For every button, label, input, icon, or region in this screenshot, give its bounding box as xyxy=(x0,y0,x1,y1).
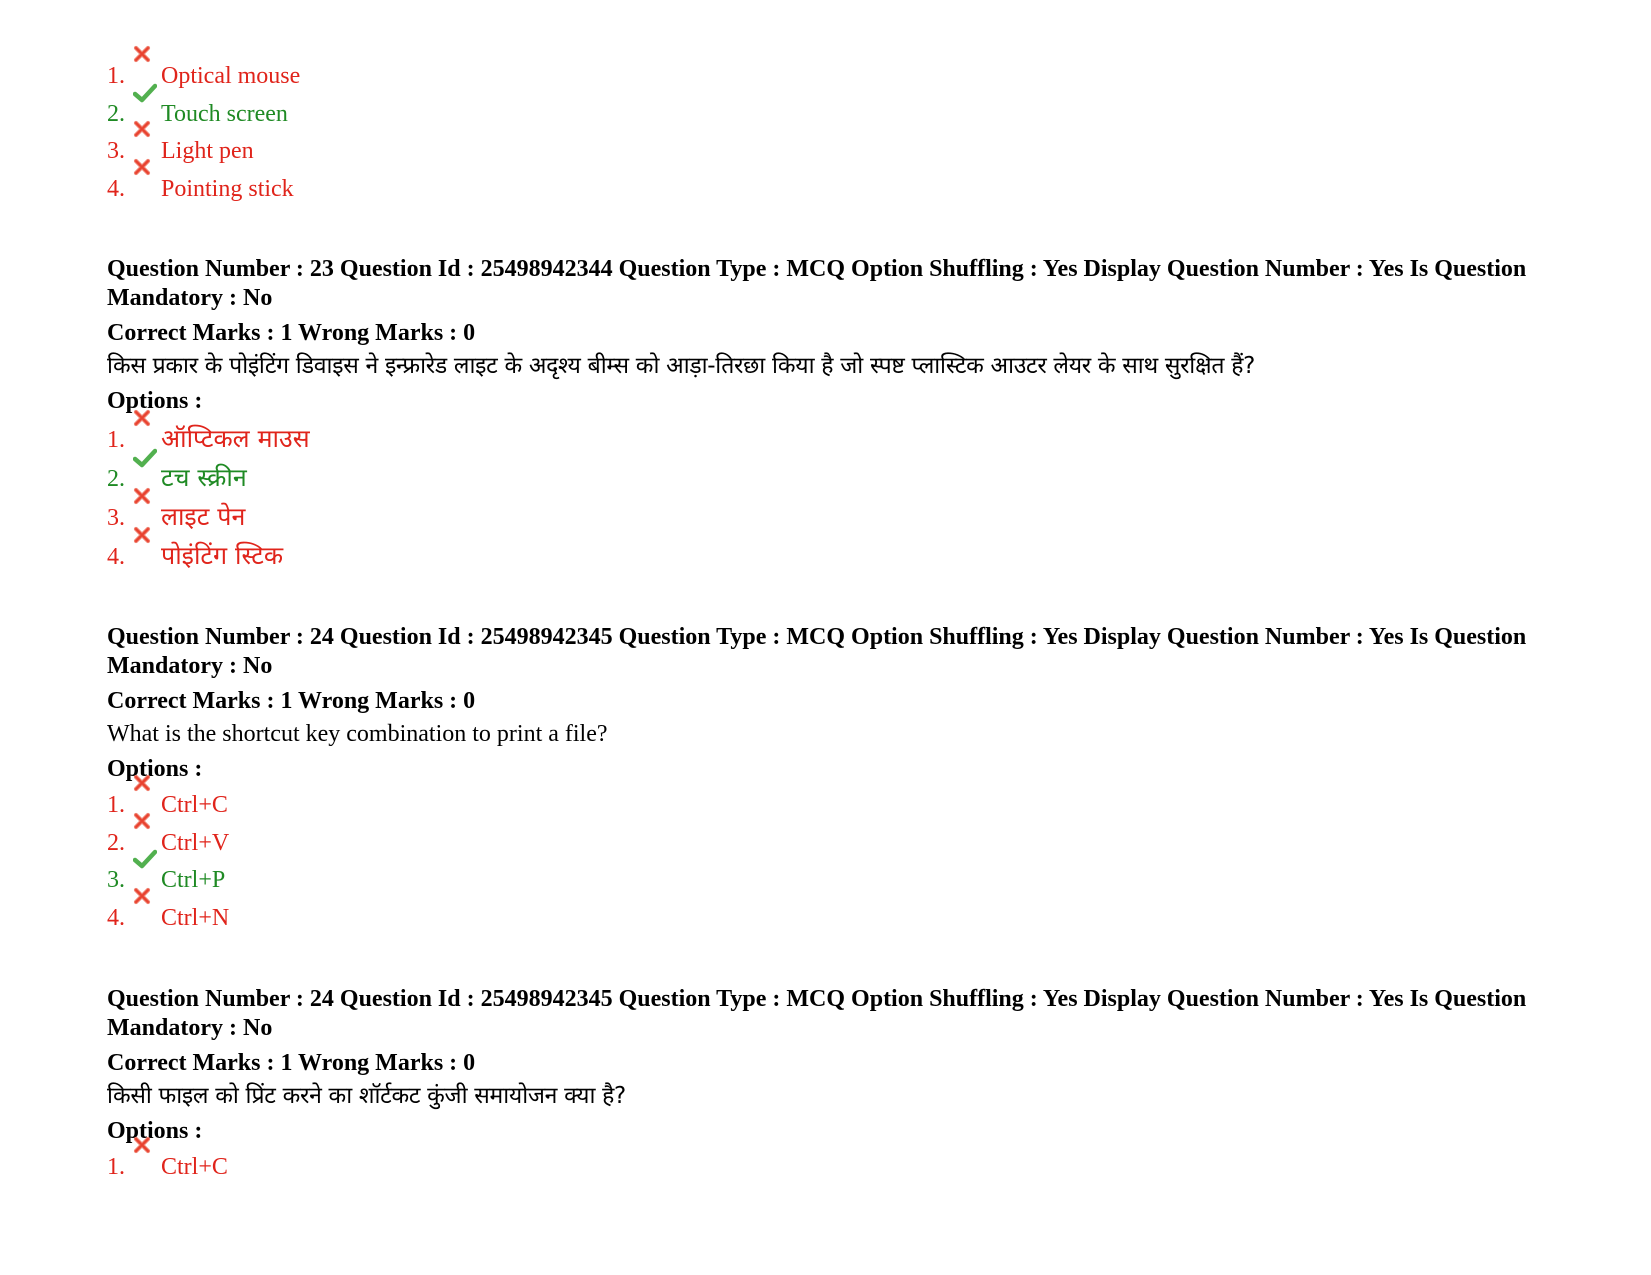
option-item xyxy=(107,133,1547,171)
question-header: Question Number : 24 Question Id : 25498942345 Question Type : MCQ Option Shuffling : Yes Display Question Number : Yes Is Question Mandatory : No xyxy=(107,986,1527,1041)
option-text: टच स्क्रीन xyxy=(161,463,247,492)
cross-icon xyxy=(133,907,161,927)
option-number: 4. xyxy=(107,175,125,202)
option-number: 1. xyxy=(107,427,125,453)
option-text: Pointing stick xyxy=(161,175,294,202)
option-number: 2. xyxy=(107,829,125,856)
cross-icon xyxy=(133,507,161,527)
option-text: Optical mouse xyxy=(161,63,301,89)
option-item xyxy=(107,419,1547,458)
option-item xyxy=(107,96,1547,134)
previous-options-list xyxy=(107,58,1547,208)
options-label: Options : xyxy=(107,388,203,414)
document-page xyxy=(107,58,1547,1187)
question-marks: Correct Marks : 1 Wrong Marks : 0 xyxy=(107,688,476,714)
question-block xyxy=(107,985,1547,1187)
check-icon xyxy=(133,468,161,488)
option-text: पोइंटिंग स्टिक xyxy=(161,541,284,570)
option-text: Ctrl+P xyxy=(161,867,226,893)
question-block xyxy=(107,255,1547,575)
options-label: Options : xyxy=(107,756,203,782)
option-item xyxy=(107,58,1547,96)
option-text: Touch screen xyxy=(161,100,288,127)
option-item xyxy=(107,458,1547,497)
option-item xyxy=(107,1149,1547,1187)
option-number: 3. xyxy=(107,505,125,531)
option-number: 4. xyxy=(107,544,125,570)
cross-icon xyxy=(133,178,161,198)
option-number: 1. xyxy=(107,1154,125,1180)
question-marks: Correct Marks : 1 Wrong Marks : 0 xyxy=(107,1050,476,1076)
option-item xyxy=(107,497,1547,536)
option-number: 3. xyxy=(107,867,125,893)
option-item xyxy=(107,536,1547,575)
option-text: Ctrl+N xyxy=(161,904,230,931)
option-text: लाइट पेन xyxy=(161,502,246,531)
option-item xyxy=(107,787,1547,825)
option-number: 1. xyxy=(107,63,125,89)
options-label: Options : xyxy=(107,1118,203,1144)
option-number: 2. xyxy=(107,100,125,127)
option-item xyxy=(107,862,1547,900)
question-text: किस प्रकार के पोइंटिंग डिवाइस ने इन्फ्रारेड लाइट के अदृश्य बीम्स को आड़ा-तिरछा किया है जो स्पष्ट प्लास्टिक आउटर लेयर के साथ सुरक्षित हैं? xyxy=(107,353,1256,379)
cross-icon xyxy=(133,429,161,449)
cross-icon xyxy=(133,546,161,566)
option-number: 2. xyxy=(107,466,125,492)
option-text: Ctrl+V xyxy=(161,829,230,856)
option-text: Ctrl+C xyxy=(161,792,228,818)
option-item xyxy=(107,900,1547,938)
option-item xyxy=(107,825,1547,863)
question-text: किसी फाइल को प्रिंट करने का शॉर्टकट कुंजी समायोजन क्या है? xyxy=(107,1083,626,1109)
question-header: Question Number : 23 Question Id : 25498942344 Question Type : MCQ Option Shuffling : Yes Display Question Number : Yes Is Question Mandatory : No xyxy=(107,256,1527,311)
question-text: What is the shortcut key combination to print a file? xyxy=(107,721,608,747)
option-text: ऑप्टिकल माउस xyxy=(161,424,310,453)
question-marks: Correct Marks : 1 Wrong Marks : 0 xyxy=(107,320,476,346)
option-number: 4. xyxy=(107,904,125,931)
option-number: 3. xyxy=(107,138,125,164)
option-item xyxy=(107,171,1547,209)
option-number: 1. xyxy=(107,792,125,818)
option-text: Light pen xyxy=(161,138,254,164)
cross-icon xyxy=(133,1156,161,1176)
question-block xyxy=(107,623,1547,937)
option-text: Ctrl+C xyxy=(161,1154,228,1180)
question-header: Question Number : 24 Question Id : 25498942345 Question Type : MCQ Option Shuffling : Yes Display Question Number : Yes Is Question Mandatory : No xyxy=(107,624,1527,679)
